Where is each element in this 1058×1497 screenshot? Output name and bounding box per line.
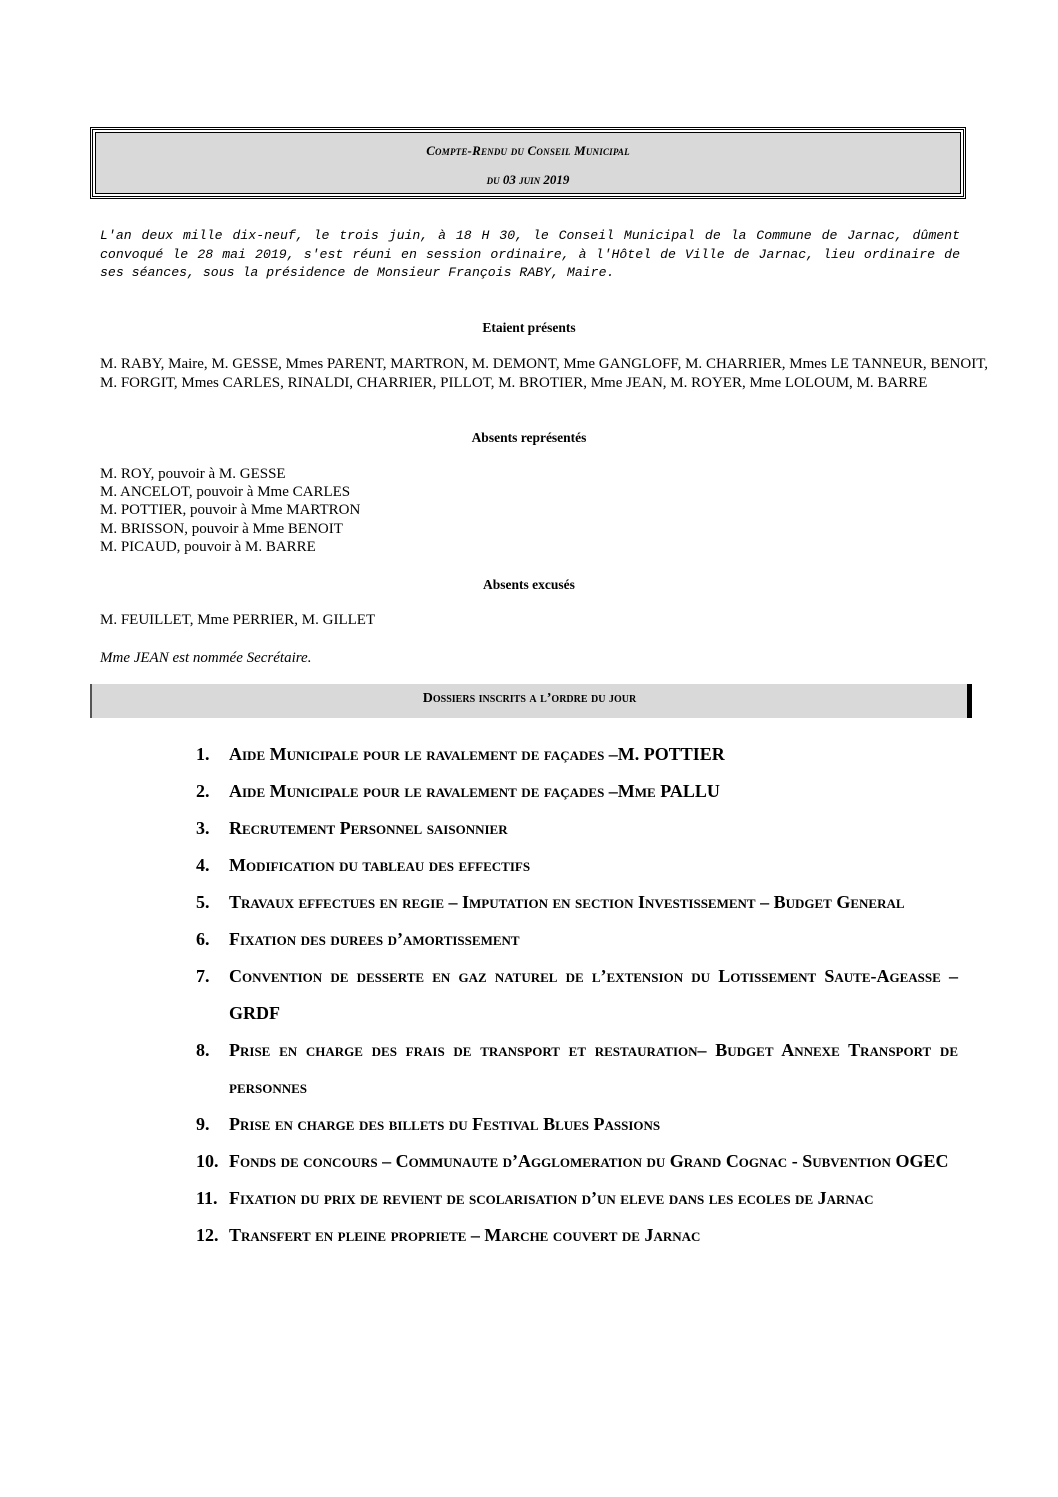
agenda-item: [196, 810, 958, 847]
agenda-item: [196, 921, 958, 958]
agenda-item-number: 1.: [196, 744, 210, 764]
agenda-item-text: Recrutement Personnel saisonnier: [229, 818, 508, 838]
agenda-item: [196, 736, 958, 773]
title-box: [90, 127, 966, 199]
agenda-item-number: 6.: [196, 929, 210, 949]
agenda-list: [196, 736, 958, 1254]
agenda-item-text: Convention de desserte en gaz naturel de l’extension du Lotissement Saute-Ageasse – GRDF: [229, 966, 958, 1023]
agenda-item-text: Modification du tableau des effectifs: [229, 855, 531, 875]
agenda-item: [196, 773, 958, 810]
excused-heading: Absents excusés: [483, 577, 575, 592]
secretary-note: Mme JEAN est nommée Secrétaire.: [100, 650, 312, 666]
agenda-item-text: Prise en charge des billets du Festival Blues Passions: [229, 1114, 661, 1134]
agenda-item-number: 9.: [196, 1114, 210, 1134]
title-panel: [95, 132, 961, 194]
agenda-item-text: Aide Municipale pour le ravalement de façades –M. POTTIER: [229, 744, 725, 764]
agenda-item-number: 5.: [196, 892, 210, 912]
agenda-item-number: 7.: [196, 966, 210, 986]
agenda-item-text: Travaux effectues en regie – Imputation en section Investissement – Budget General: [229, 892, 905, 912]
agenda-item: [196, 1032, 958, 1106]
intro-paragraph: L'an deux mille dix-neuf, le trois juin, à 18 H 30, le Conseil Municipal de la Commune de Jarnac, dûment convoqué le 28 mai 2019, s'est réuni en session ordinaire, à l'Hôtel de Ville de Jarnac, lieu ordinaire de ses séances, sous la présidence de Monsieur François RABY, Maire.: [100, 228, 960, 280]
agenda-heading: Dossiers inscrits a l’ordre du jour: [90, 684, 972, 718]
agenda-item-number: 12.: [196, 1225, 219, 1245]
agenda-item-number: 8.: [196, 1040, 210, 1060]
agenda-item-text: Transfert en pleine propriete – Marche couvert de Jarnac: [229, 1225, 701, 1245]
represented-item: M. PICAUD, pouvoir à M. BARRE: [100, 538, 316, 555]
agenda-item: [196, 847, 958, 884]
agenda-item-text: Fixation du prix de revient de scolarisation d’un eleve dans les ecoles de Jarnac: [229, 1188, 874, 1208]
present-heading: Etaient présents: [482, 320, 576, 335]
agenda-item: [196, 1217, 958, 1254]
agenda-item-number: 3.: [196, 818, 210, 838]
agenda-item: [196, 1106, 958, 1143]
agenda-item-text: Aide Municipale pour le ravalement de façades –Mme PALLU: [229, 781, 720, 801]
agenda-item-number: 4.: [196, 855, 210, 875]
agenda-item-text: Prise en charge des frais de transport et restauration– Budget Annexe Transport de personnes: [229, 1040, 958, 1097]
represented-item: M. ANCELOT, pouvoir à Mme CARLES: [100, 484, 351, 501]
represented-heading: Absents représentés: [471, 430, 587, 445]
represented-item: M. ROY, pouvoir à M. GESSE: [100, 466, 286, 482]
agenda-item-number: 10.: [196, 1151, 219, 1171]
agenda-item-number: 2.: [196, 781, 210, 801]
agenda-item-text: Fixation des durees d’amortissement: [229, 929, 520, 949]
represented-list: [100, 465, 360, 556]
agenda-item: [196, 1143, 958, 1180]
agenda-item-text: Fonds de concours – Communaute d’Agglomeration du Grand Cognac - Subvention OGEC: [229, 1151, 949, 1171]
represented-item: M. BRISSON, pouvoir à Mme BENOIT: [100, 520, 343, 537]
agenda-item-number: 11.: [196, 1188, 218, 1208]
agenda-item: [196, 958, 958, 1032]
present-list: M. RABY, Maire, M. GESSE, Mmes PARENT, MARTRON, M. DEMONT, Mme GANGLOFF, M. CHARRIER, Mmes LE TANNEUR, BENOIT, M. FORGIT, Mmes CARLES, RINALDI, CHARRIER, PILLOT, M. BROTIER, Mme JEAN, M. ROYER, Mme LOLOUM, M. BARRE: [100, 356, 988, 391]
document-date: du 03 juin 2019: [486, 172, 570, 187]
document-title: Compte-Rendu du Conseil Municipal: [426, 143, 630, 158]
represented-item: M. POTTIER, pouvoir à Mme MARTRON: [100, 502, 361, 519]
excused-list: M. FEUILLET, Mme PERRIER, M. GILLET: [100, 612, 376, 628]
agenda-item: [196, 1180, 958, 1217]
agenda-item: [196, 884, 958, 921]
